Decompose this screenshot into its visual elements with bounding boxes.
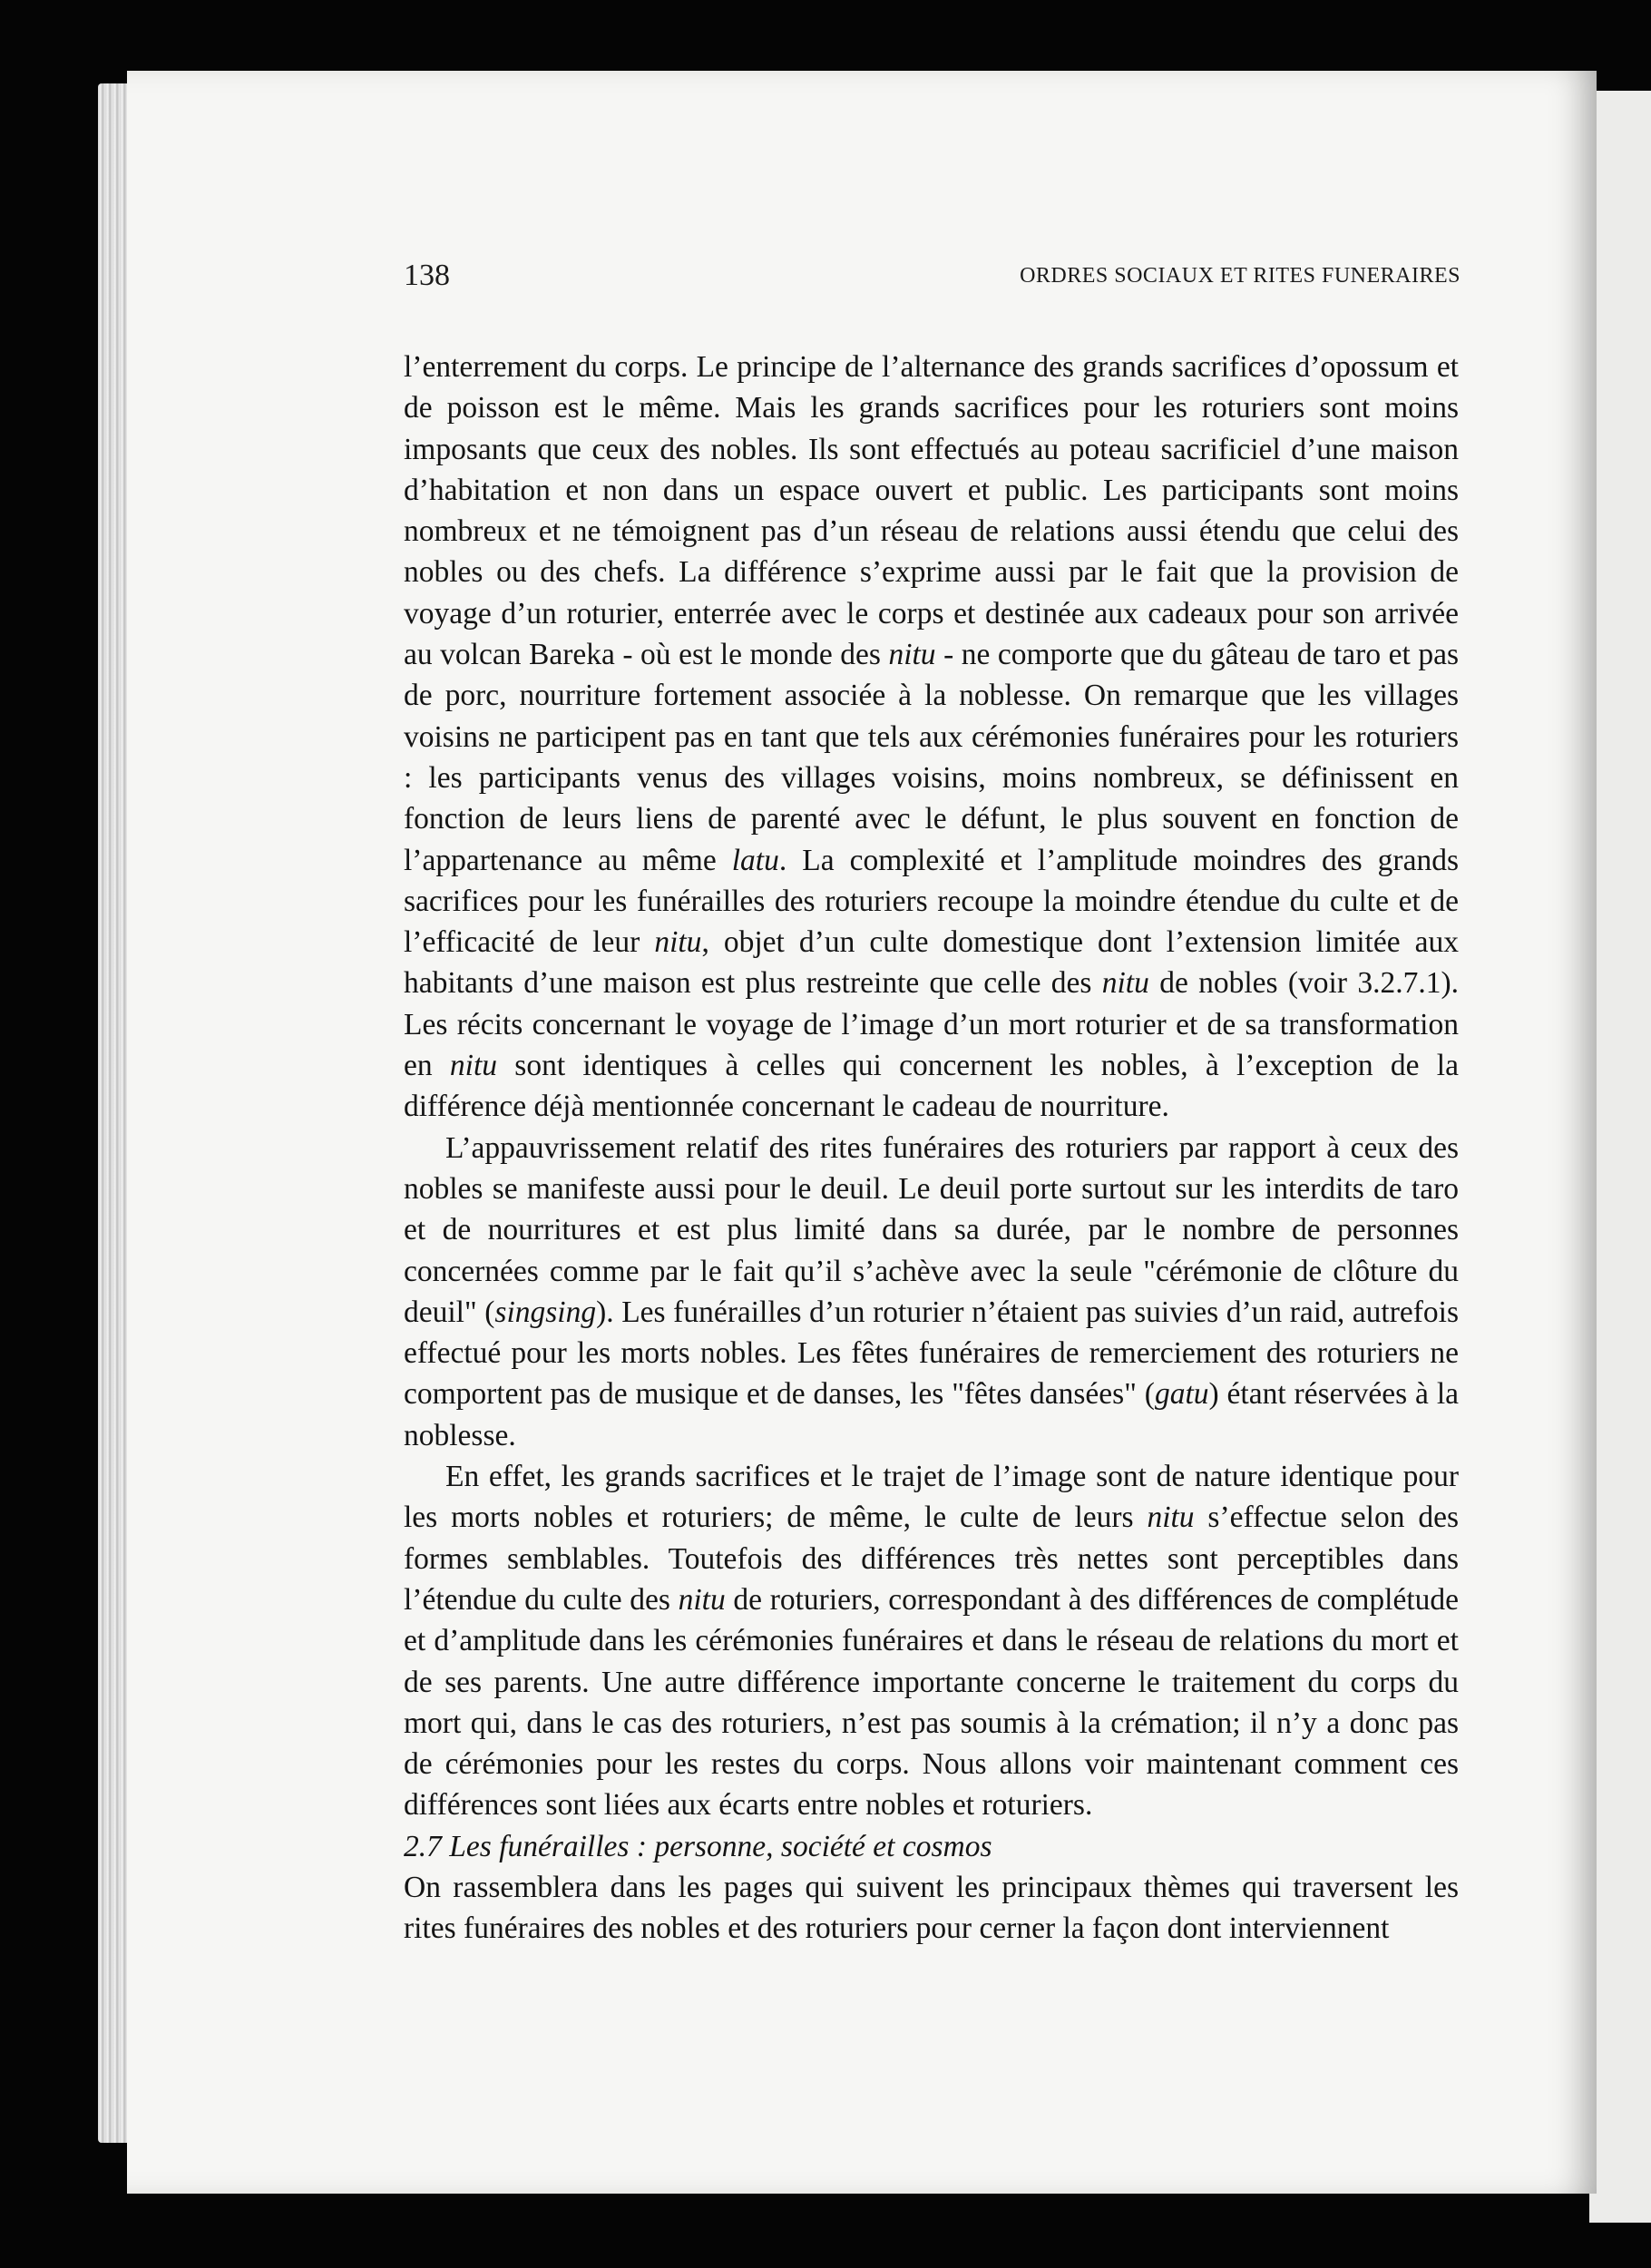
running-head [404,259,1460,304]
page-number: 138 [404,259,450,292]
italic-term: nitu [678,1582,726,1617]
text-segment: s’effectue selon des formes semblables. Toutefois des différences très nettes sont perceptibles dans l’étendue du culte des [404,1501,1459,1617]
text-segment: l’enterrement du corps. Le principe de l’alternance des grands sacrifices d’opossum et de poisson est le même. Mais les grands sacrifices pour les roturiers sont moins imposants que ceux des nobles. Ils sont effectués au poteau sacrificiel d’une maison d’habitation et non dans un espace ouvert et public. Les participants sont moins nombreux et ne témoignent pas d’un réseau de relations aussi étendu que celui des nobles ou des chefs. La différence s’exprime aussi par le fait que la provision de voyage d’un roturier, enterrée avec le corps et destinée aux cadeaux pour son arrivée au volcan Bareka - où est le monde des [404,350,1459,672]
text-segment: ) étant réservées à la noblesse. [404,1377,1459,1452]
section-paragraph: On rassemblera dans les pages qui suivent les principaux thèmes qui traversent les rites funéraires des nobles et des roturiers pour cerner la façon dont interviennent [404,1870,1459,1946]
italic-term: singsing [494,1295,597,1329]
paragraph-2 [404,1128,1459,1456]
italic-term: nitu [449,1049,498,1083]
italic-term: nitu [888,638,936,672]
italic-term: gatu [1154,1377,1209,1412]
italic-term: nitu [1101,966,1149,1001]
paragraph-3 [404,1456,1459,1826]
italic-term: latu [731,843,779,877]
body-text [404,347,1459,1950]
facing-page-edge [1589,91,1651,2223]
text-segment: de roturiers, correspondant à des différences de complétude et d’amplitude dans les cérémonies funéraires et dans le réseau de relations du mort et de ses parents. Une autre différence importante concerne le traitement du corps du mort qui, dans le cas des roturiers, n’est pas soumis à la crémation; il n’y a donc pas de cérémonies pour les restes du corps. Nous allons voir maintenant comment ces différences sont liées aux écarts entre nobles et roturiers. [404,1582,1459,1823]
running-title: ORDRES SOCIAUX ET RITES FUNERAIRES [1020,264,1460,288]
text-segment: , objet d’un culte domestique dont l’extension limitée aux habitants d’une maison est plus restreinte que celle des [404,925,1459,1001]
text-segment: - ne comporte que du gâteau de taro et pas de porc, nourriture fortement associée à la noblesse. On remarque que les villages voisins ne participent pas en tant que tels aux cérémonies funéraires pour les roturiers : les participants venus des villages voisins, moins nombreux, se définissent en fonction de leurs liens de parenté avec le défunt, le plus souvent en fonction de l’appartenance au même [404,638,1459,877]
text-segment: sont identiques à celles qui concernent les nobles, à l’exception de la différence déjà mentionnée concernant le cadeau de nourriture. [404,1049,1459,1124]
text-segment: L’appauvrissement relatif des rites funéraires des roturiers par rapport à ceux des nobles se manifeste aussi pour le deuil. Le deuil porte surtout sur les interdits de taro et de nourritures et est plus limité dans sa durée, par le nombre de personnes concernées comme par le fait qu’il s’achève avec la seule "cérémonie de clôture du deuil" ( [404,1130,1459,1329]
italic-term: nitu [1147,1501,1195,1535]
paragraph-1 [404,347,1459,1128]
text-segment: ). Les funérailles d’un roturier n’étaient pas suivies d’un raid, autrefois effectué pour les morts nobles. Les fêtes funéraires de remerciement des roturiers ne comportent pas de musique et de danses, les "fêtes dansées" ( [404,1295,1459,1412]
text-segment: de nobles (voir 3.2.7.1). Les récits concernant le voyage de l’image d’un mort roturier et de sa transformation en [404,966,1459,1083]
text-segment: . La complexité et l’amplitude moindres des grands sacrifices pour les funérailles des roturiers recoupe la moindre étendue du culte et de l’efficacité de leur [404,843,1459,960]
section-heading: 2.7 Les funérailles : personne, société et cosmos [404,1829,992,1863]
italic-term: nitu [654,925,702,960]
text-segment: En effet, les grands sacrifices et le trajet de l’image sont de nature identique pour les morts nobles et roturiers; de même, le culte de leurs [404,1460,1459,1535]
